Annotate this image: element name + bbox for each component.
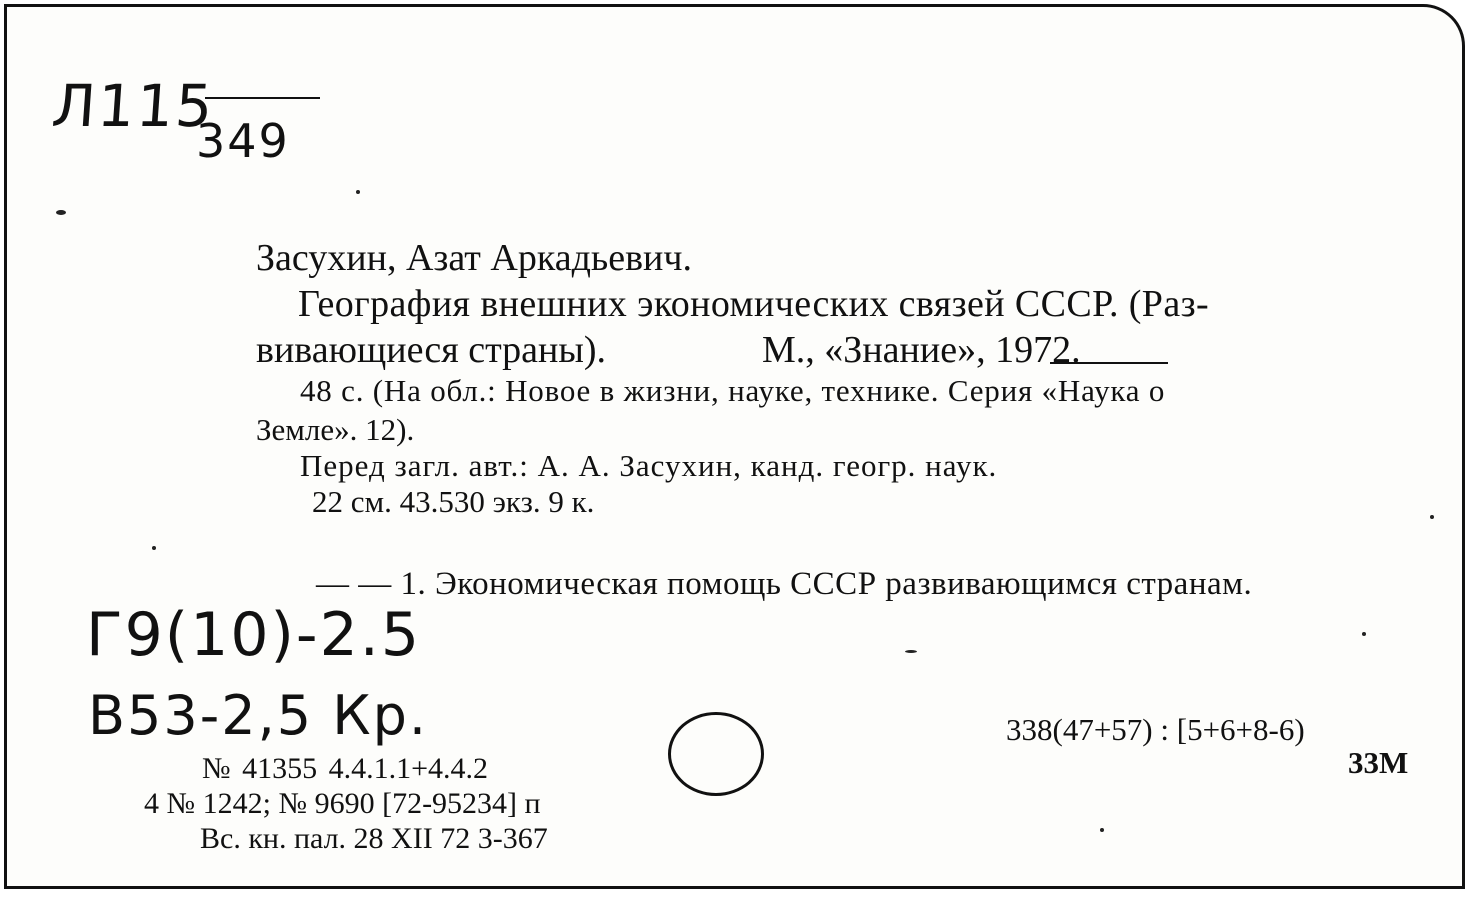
udc-index: 338(47+57) : [5+6+8-6): [1006, 712, 1305, 747]
subject-heading: — — 1. Экономическая помощь СССР развивающимся странам.: [316, 566, 1253, 602]
year-underline: [1050, 362, 1168, 364]
record-register: 4 № 1242; № 9690 [72-95234] п: [144, 787, 541, 820]
title-line-2: вивающиеся страны).: [256, 329, 607, 371]
record-number: № 41355 4.4.1.1+4.4.2: [202, 752, 489, 785]
physical-description: 22 см. 43.530 экз. 9 к.: [312, 484, 595, 519]
speck: [1362, 632, 1366, 636]
description-line-2: Земле». 12).: [256, 412, 415, 447]
shelfmark-main: Л115: [49, 72, 217, 140]
handwritten-classification: Г9(10)-2.5: [86, 600, 421, 670]
speck: [905, 650, 917, 653]
shelfmark-sub: 349: [196, 114, 290, 168]
shelfmark-overline: [205, 97, 320, 99]
udc-sub-index: 33М: [1348, 745, 1409, 780]
author-note: Перед загл. авт.: А. А. Засухин, канд. геогр. наук.: [300, 448, 998, 483]
description-line-1: 48 с. (На обл.: Новое в жизни, науке, технике. Серия «Наука о: [300, 373, 1166, 408]
speck: [1430, 515, 1434, 519]
speck: [152, 546, 156, 550]
author-heading: Засухин, Азат Аркадьевич.: [256, 237, 692, 279]
speck: [56, 210, 66, 215]
publisher: М., «Знание», 1972.: [762, 329, 1081, 371]
handwritten-code: В53-2,5 Кр.: [88, 684, 429, 747]
speck: [356, 190, 360, 194]
circle-mark: [668, 712, 764, 796]
record-chamber: Вс. кн. пал. 28 XII 72 3-367: [200, 822, 548, 855]
title-line-1: География внешних экономических связей СССР. (Раз-: [298, 283, 1210, 325]
speck: [1100, 828, 1104, 832]
